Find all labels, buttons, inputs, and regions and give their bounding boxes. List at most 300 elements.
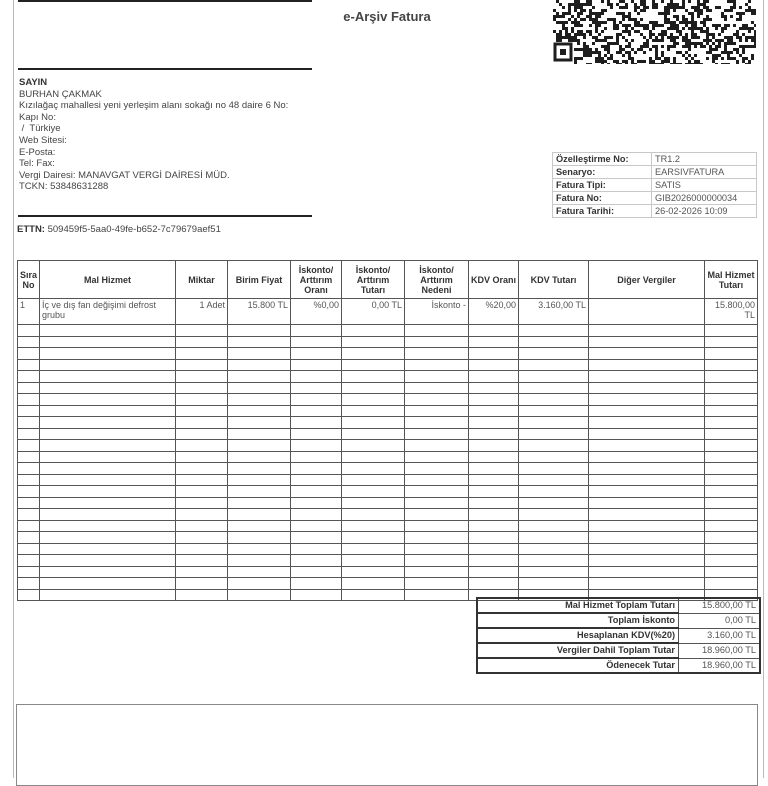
empty-cell	[18, 359, 40, 371]
cell-kdv-orani: %20,00	[469, 299, 519, 325]
empty-cell	[228, 371, 291, 383]
empty-cell	[469, 371, 519, 383]
empty-cell	[589, 486, 705, 498]
empty-cell	[291, 543, 342, 555]
customer-tel-fax: Tel: Fax:	[19, 158, 55, 170]
empty-cell	[228, 325, 291, 337]
empty-cell	[40, 325, 176, 337]
empty-cell	[589, 359, 705, 371]
empty-cell	[18, 451, 40, 463]
empty-cell	[519, 348, 589, 360]
empty-cell	[176, 486, 228, 498]
totals-value: 15.800,00 TL	[679, 598, 761, 613]
empty-cell	[228, 497, 291, 509]
meta-value: SATIS	[652, 179, 757, 192]
empty-cell	[176, 336, 228, 348]
empty-cell	[291, 394, 342, 406]
empty-cell	[40, 543, 176, 555]
empty-cell	[228, 382, 291, 394]
empty-cell	[40, 589, 176, 601]
empty-cell	[18, 325, 40, 337]
cell-mal-hizmet-tutari: 15.800,00 TL	[705, 299, 758, 325]
items-table	[17, 260, 758, 601]
empty-cell	[228, 520, 291, 532]
empty-cell	[469, 532, 519, 544]
empty-cell	[40, 451, 176, 463]
empty-cell	[519, 336, 589, 348]
empty-cell	[519, 578, 589, 590]
empty-cell	[176, 382, 228, 394]
empty-cell	[589, 555, 705, 567]
empty-cell	[18, 578, 40, 590]
empty-cell	[519, 497, 589, 509]
empty-cell	[469, 578, 519, 590]
empty-cell	[469, 543, 519, 555]
empty-cell	[40, 486, 176, 498]
customer-address-line2: Kapı No:	[19, 111, 56, 123]
empty-cell	[589, 325, 705, 337]
empty-cell	[291, 451, 342, 463]
empty-cell	[18, 394, 40, 406]
empty-cell	[18, 405, 40, 417]
meta-row	[553, 153, 757, 166]
empty-cell	[18, 336, 40, 348]
col-header-kdv-tutari: KDV Tutarı	[519, 261, 589, 299]
totals-label: Vergiler Dahil Toplam Tutar	[477, 643, 679, 658]
empty-cell	[18, 486, 40, 498]
empty-table-row	[18, 325, 758, 337]
empty-cell	[469, 428, 519, 440]
empty-cell	[342, 520, 405, 532]
empty-cell	[705, 382, 758, 394]
empty-cell	[228, 509, 291, 521]
empty-cell	[589, 348, 705, 360]
empty-cell	[705, 543, 758, 555]
empty-cell	[469, 325, 519, 337]
cell-diger-vergiler	[589, 299, 705, 325]
empty-cell	[519, 566, 589, 578]
empty-cell	[342, 497, 405, 509]
empty-table-row	[18, 474, 758, 486]
empty-cell	[705, 474, 758, 486]
empty-cell	[40, 497, 176, 509]
empty-cell	[589, 532, 705, 544]
empty-cell	[342, 589, 405, 601]
empty-cell	[469, 555, 519, 567]
empty-cell	[342, 474, 405, 486]
empty-cell	[291, 555, 342, 567]
empty-table-row	[18, 348, 758, 360]
empty-cell	[519, 382, 589, 394]
customer-top-rule	[18, 68, 312, 70]
empty-cell	[228, 463, 291, 475]
empty-cell	[405, 348, 469, 360]
meta-row	[553, 205, 757, 218]
empty-cell	[291, 463, 342, 475]
empty-cell	[589, 428, 705, 440]
empty-cell	[519, 325, 589, 337]
empty-cell	[705, 394, 758, 406]
empty-cell	[342, 348, 405, 360]
customer-bottom-rule	[18, 215, 312, 217]
totals-row	[477, 598, 760, 613]
empty-cell	[342, 543, 405, 555]
empty-cell	[176, 474, 228, 486]
col-header-iskonto-tutari: İskonto/ Arttırım Tutarı	[342, 261, 405, 299]
empty-cell	[228, 417, 291, 429]
cell-birim-fiyat: 15.800 TL	[228, 299, 291, 325]
empty-cell	[291, 509, 342, 521]
empty-cell	[40, 474, 176, 486]
empty-cell	[18, 428, 40, 440]
empty-cell	[405, 497, 469, 509]
empty-cell	[405, 440, 469, 452]
empty-cell	[589, 440, 705, 452]
empty-cell	[589, 497, 705, 509]
empty-cell	[705, 555, 758, 567]
empty-cell	[291, 336, 342, 348]
empty-cell	[589, 394, 705, 406]
empty-cell	[519, 451, 589, 463]
empty-cell	[705, 520, 758, 532]
empty-cell	[291, 474, 342, 486]
empty-cell	[405, 371, 469, 383]
empty-table-row	[18, 497, 758, 509]
empty-cell	[405, 509, 469, 521]
empty-table-row	[18, 371, 758, 383]
notes-box	[16, 704, 758, 786]
empty-table-row	[18, 451, 758, 463]
empty-cell	[705, 509, 758, 521]
empty-cell	[519, 520, 589, 532]
empty-table-row	[18, 520, 758, 532]
empty-cell	[40, 532, 176, 544]
empty-cell	[18, 382, 40, 394]
totals-row	[477, 613, 760, 628]
empty-cell	[40, 440, 176, 452]
empty-cell	[589, 451, 705, 463]
empty-cell	[40, 520, 176, 532]
empty-cell	[40, 555, 176, 567]
totals-label: Hesaplanan KDV(%20)	[477, 628, 679, 643]
empty-cell	[40, 348, 176, 360]
col-header-sira: Sıra No	[18, 261, 40, 299]
empty-cell	[291, 325, 342, 337]
empty-cell	[18, 589, 40, 601]
empty-cell	[705, 486, 758, 498]
empty-cell	[705, 371, 758, 383]
invoice-meta-table	[552, 152, 757, 218]
empty-cell	[519, 428, 589, 440]
empty-cell	[40, 509, 176, 521]
empty-cell	[589, 371, 705, 383]
totals-row	[477, 658, 760, 673]
totals-value: 18.960,00 TL	[679, 658, 761, 673]
empty-cell	[228, 589, 291, 601]
empty-cell	[405, 394, 469, 406]
empty-cell	[705, 578, 758, 590]
cell-kdv-tutari: 3.160,00 TL	[519, 299, 589, 325]
empty-cell	[228, 532, 291, 544]
empty-cell	[342, 359, 405, 371]
empty-cell	[291, 578, 342, 590]
empty-cell	[18, 532, 40, 544]
empty-cell	[342, 451, 405, 463]
empty-cell	[589, 520, 705, 532]
empty-table-row	[18, 532, 758, 544]
empty-cell	[18, 371, 40, 383]
empty-cell	[228, 543, 291, 555]
empty-cell	[40, 394, 176, 406]
empty-cell	[176, 359, 228, 371]
empty-cell	[18, 474, 40, 486]
empty-table-row	[18, 382, 758, 394]
empty-cell	[40, 463, 176, 475]
empty-table-row	[18, 543, 758, 555]
empty-cell	[519, 359, 589, 371]
empty-cell	[469, 394, 519, 406]
empty-cell	[342, 532, 405, 544]
customer-heading: SAYIN	[19, 77, 48, 88]
empty-cell	[18, 440, 40, 452]
ettn-label: ETTN:	[17, 224, 45, 235]
col-header-mal-hizmet-tutari: Mal Hizmet Tutarı	[705, 261, 758, 299]
empty-cell	[405, 325, 469, 337]
empty-cell	[705, 348, 758, 360]
empty-cell	[40, 428, 176, 440]
empty-cell	[589, 566, 705, 578]
empty-cell	[705, 325, 758, 337]
empty-cell	[405, 555, 469, 567]
cell-miktar: 1 Adet	[176, 299, 228, 325]
empty-cell	[519, 532, 589, 544]
empty-cell	[469, 348, 519, 360]
empty-cell	[40, 405, 176, 417]
empty-cell	[469, 497, 519, 509]
empty-cell	[705, 428, 758, 440]
empty-cell	[176, 428, 228, 440]
empty-cell	[176, 532, 228, 544]
empty-cell	[291, 382, 342, 394]
customer-tckn: TCKN: 53848631288	[19, 181, 109, 193]
customer-address-line1: Kızılağaç mahallesi yeni yerleşim alanı sokağı no 48 daire 6 No:	[19, 100, 289, 112]
empty-cell	[405, 520, 469, 532]
empty-cell	[18, 555, 40, 567]
empty-cell	[18, 520, 40, 532]
empty-cell	[18, 348, 40, 360]
empty-cell	[705, 451, 758, 463]
empty-table-row	[18, 578, 758, 590]
empty-cell	[228, 359, 291, 371]
totals-row	[477, 628, 760, 643]
empty-cell	[405, 463, 469, 475]
empty-cell	[228, 555, 291, 567]
empty-cell	[291, 359, 342, 371]
meta-label: Senaryo:	[553, 166, 652, 179]
empty-cell	[469, 520, 519, 532]
empty-cell	[228, 394, 291, 406]
meta-label: Fatura Tipi:	[553, 179, 652, 192]
empty-cell	[342, 371, 405, 383]
empty-cell	[405, 359, 469, 371]
empty-cell	[18, 463, 40, 475]
empty-cell	[291, 405, 342, 417]
empty-cell	[589, 509, 705, 521]
empty-cell	[228, 578, 291, 590]
empty-cell	[705, 417, 758, 429]
empty-cell	[176, 589, 228, 601]
empty-cell	[469, 417, 519, 429]
empty-cell	[176, 520, 228, 532]
empty-cell	[342, 509, 405, 521]
empty-cell	[228, 474, 291, 486]
empty-cell	[18, 509, 40, 521]
meta-row	[553, 192, 757, 205]
empty-cell	[405, 382, 469, 394]
customer-email: E-Posta:	[19, 146, 56, 158]
col-header-mal-hizmet: Mal Hizmet	[40, 261, 176, 299]
empty-cell	[291, 371, 342, 383]
empty-cell	[519, 555, 589, 567]
customer-block	[19, 77, 319, 193]
qr-code-icon	[553, 0, 756, 64]
empty-cell	[342, 578, 405, 590]
empty-cell	[342, 382, 405, 394]
empty-cell	[18, 566, 40, 578]
empty-cell	[405, 451, 469, 463]
empty-cell	[40, 417, 176, 429]
empty-cell	[176, 566, 228, 578]
customer-tax-office: Vergi Dairesi: MANAVGAT VERGİ DAİRESİ MÜD.	[19, 169, 230, 181]
empty-cell	[589, 382, 705, 394]
empty-cell	[176, 440, 228, 452]
meta-label: Özelleştirme No:	[553, 153, 652, 166]
empty-cell	[18, 497, 40, 509]
empty-cell	[291, 497, 342, 509]
empty-cell	[40, 578, 176, 590]
empty-table-row	[18, 428, 758, 440]
empty-cell	[469, 359, 519, 371]
empty-cell	[519, 394, 589, 406]
empty-cell	[705, 336, 758, 348]
empty-cell	[469, 451, 519, 463]
empty-cell	[405, 336, 469, 348]
empty-cell	[176, 578, 228, 590]
empty-cell	[176, 417, 228, 429]
empty-cell	[342, 486, 405, 498]
empty-table-row	[18, 394, 758, 406]
empty-cell	[176, 325, 228, 337]
totals-label: Ödenecek Tutar	[477, 658, 679, 673]
empty-table-row	[18, 509, 758, 521]
empty-cell	[469, 440, 519, 452]
col-header-birim-fiyat: Birim Fiyat	[228, 261, 291, 299]
empty-cell	[40, 566, 176, 578]
empty-cell	[469, 336, 519, 348]
empty-cell	[176, 555, 228, 567]
totals-row	[477, 643, 760, 658]
empty-cell	[589, 474, 705, 486]
empty-cell	[176, 463, 228, 475]
empty-cell	[519, 474, 589, 486]
empty-cell	[228, 405, 291, 417]
empty-cell	[40, 359, 176, 371]
cell-sira: 1	[18, 299, 40, 325]
empty-cell	[228, 428, 291, 440]
empty-cell	[342, 566, 405, 578]
empty-table-row	[18, 359, 758, 371]
empty-cell	[589, 543, 705, 555]
empty-cell	[519, 509, 589, 521]
meta-value: 26-02-2026 10:09	[652, 205, 757, 218]
empty-cell	[705, 532, 758, 544]
totals-label: Toplam İskonto	[477, 613, 679, 628]
empty-cell	[176, 497, 228, 509]
empty-cell	[705, 463, 758, 475]
totals-value: 18.960,00 TL	[679, 643, 761, 658]
totals-value: 0,00 TL	[679, 613, 761, 628]
empty-cell	[18, 543, 40, 555]
items-header-row	[18, 261, 758, 299]
empty-table-row	[18, 417, 758, 429]
empty-cell	[176, 543, 228, 555]
empty-cell	[705, 440, 758, 452]
col-header-miktar: Miktar	[176, 261, 228, 299]
empty-cell	[469, 486, 519, 498]
empty-cell	[405, 428, 469, 440]
empty-cell	[469, 509, 519, 521]
empty-cell	[405, 405, 469, 417]
empty-cell	[40, 382, 176, 394]
empty-table-row	[18, 463, 758, 475]
empty-cell	[176, 394, 228, 406]
empty-table-row	[18, 440, 758, 452]
table-row	[18, 299, 758, 325]
empty-cell	[291, 486, 342, 498]
empty-cell	[469, 474, 519, 486]
customer-name: BURHAN ÇAKMAK	[19, 88, 102, 100]
empty-cell	[405, 578, 469, 590]
meta-value: TR1.2	[652, 153, 757, 166]
empty-cell	[519, 417, 589, 429]
meta-value: GIB2026000000034	[652, 192, 757, 205]
empty-cell	[469, 405, 519, 417]
empty-cell	[589, 578, 705, 590]
empty-cell	[342, 336, 405, 348]
totals-label: Mal Hizmet Toplam Tutarı	[477, 598, 679, 613]
empty-cell	[469, 566, 519, 578]
cell-iskonto-tutari: 0,00 TL	[342, 299, 405, 325]
empty-cell	[228, 486, 291, 498]
empty-cell	[405, 532, 469, 544]
empty-cell	[589, 463, 705, 475]
empty-cell	[405, 543, 469, 555]
empty-cell	[342, 405, 405, 417]
empty-cell	[405, 417, 469, 429]
document-title: e-Arşiv Fatura	[343, 9, 431, 24]
empty-cell	[291, 566, 342, 578]
empty-cell	[405, 589, 469, 601]
ettn-line	[17, 224, 221, 235]
meta-row	[553, 166, 757, 179]
empty-cell	[405, 474, 469, 486]
empty-cell	[589, 336, 705, 348]
col-header-iskonto-orani: İskonto/ Arttırım Oranı	[291, 261, 342, 299]
col-header-kdv-orani: KDV Oranı	[469, 261, 519, 299]
customer-website: Web Sitesi:	[19, 134, 67, 146]
empty-cell	[176, 509, 228, 521]
empty-cell	[589, 417, 705, 429]
